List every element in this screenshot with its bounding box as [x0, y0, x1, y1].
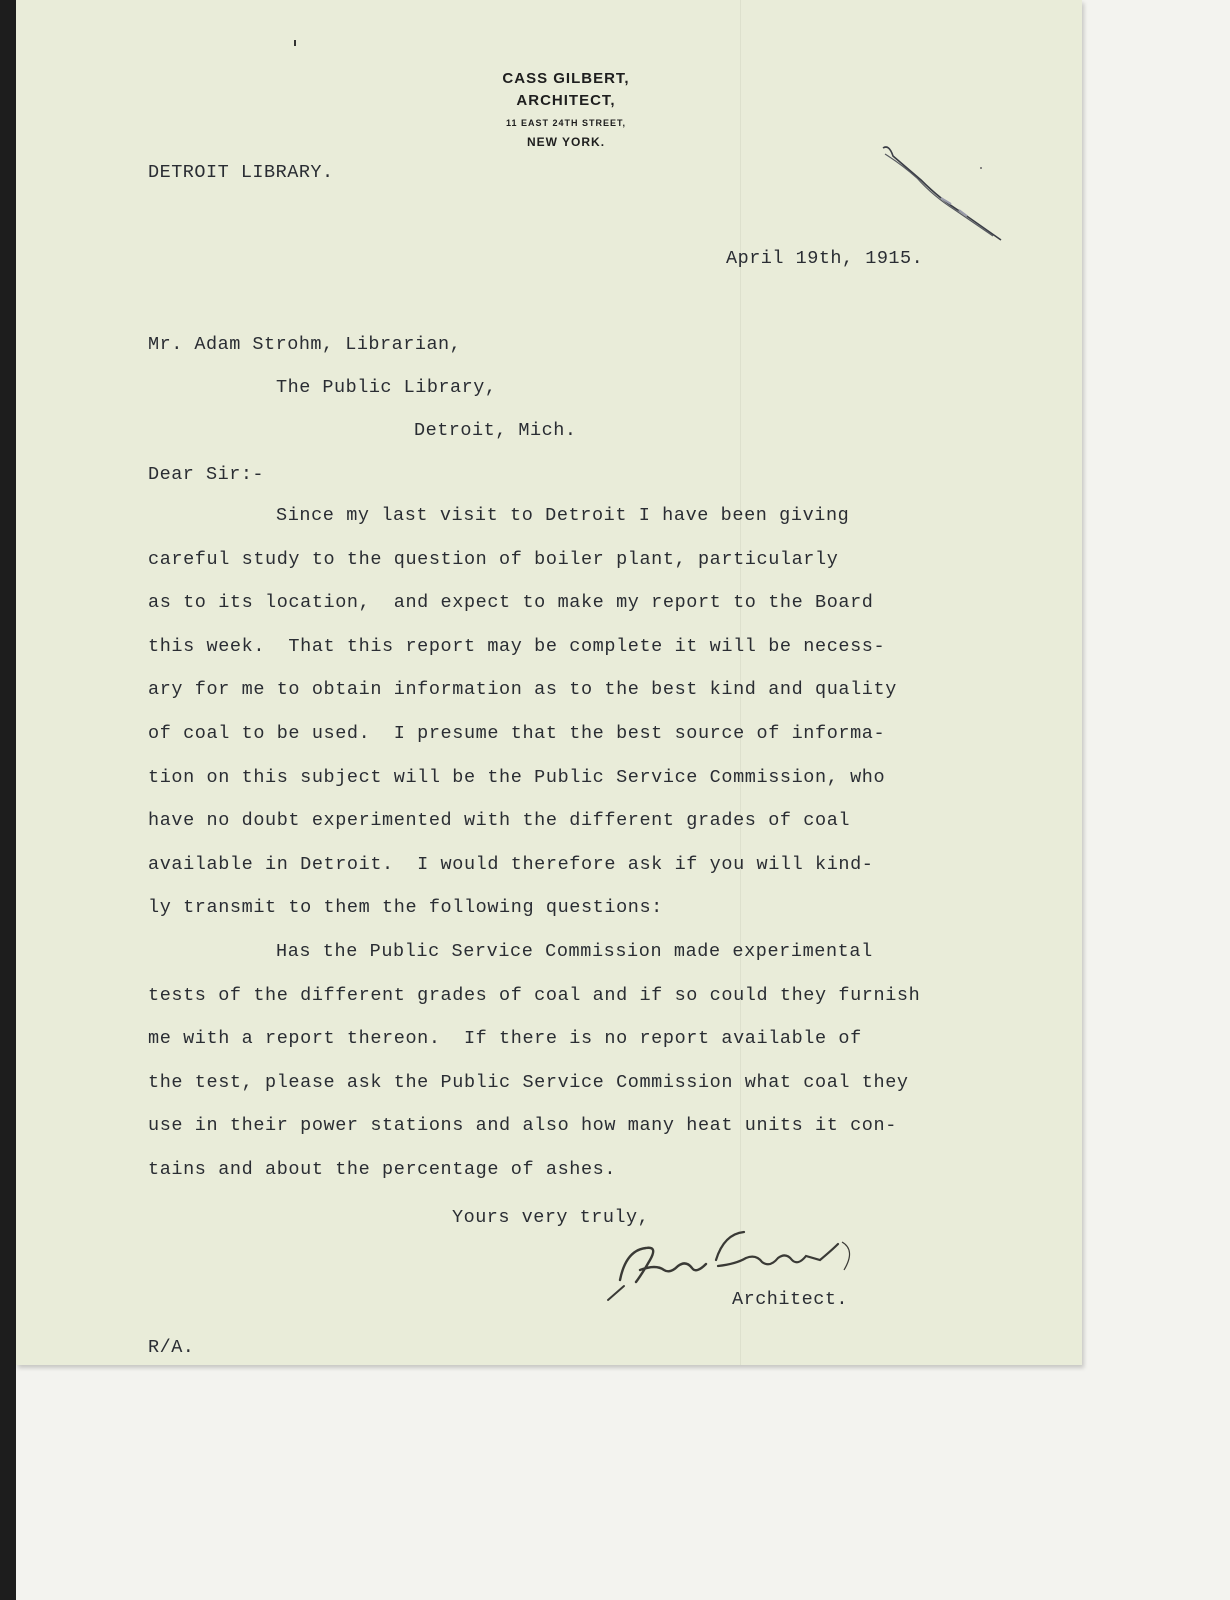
body-line: careful study to the question of boiler plant, particularly: [148, 548, 839, 570]
recipient-name: Mr. Adam Strohm, Librarian,: [148, 334, 462, 355]
letter-page: [16, 0, 1082, 1365]
body-line: Since my last visit to Detroit I have been giving: [276, 505, 850, 526]
letter-heading: DETROIT LIBRARY.: [148, 162, 334, 183]
reference-initials: R/A.: [148, 1337, 195, 1358]
salutation: Dear Sir:-: [148, 464, 265, 485]
received-stamp-mark: [881, 140, 1011, 250]
body-line: tests of the different grades of coal and if so could they furnish: [148, 984, 921, 1006]
recipient-city: Detroit, Mich.: [414, 420, 577, 441]
body-line: me with a report thereon. If there is no report available of: [148, 1028, 862, 1050]
body-line: available in Detroit. I would therefore ask if you will kind-: [148, 853, 874, 875]
closing: Yours very truly,: [452, 1207, 650, 1228]
body-line: the test, please ask the Public Service Commission what coal they: [148, 1071, 909, 1093]
body-line: have no doubt experimented with the different grades of coal: [148, 810, 851, 832]
recipient-institution: The Public Library,: [276, 377, 497, 398]
letterhead-name: CASS GILBERT,: [502, 70, 630, 87]
body-line: as to its location, and expect to make my report to the Board: [148, 592, 874, 614]
body-line: tains and about the percentage of ashes.: [148, 1158, 617, 1180]
scan-edge: [0, 0, 16, 1600]
body-line: this week. That this report may be complete it will be necess-: [148, 635, 886, 657]
letterhead-street: 11 EAST 24TH STREET,: [505, 118, 627, 128]
body-line: of coal to be used. I presume that the best source of informa-: [148, 722, 886, 744]
body-line: Has the Public Service Commission made experimental: [276, 940, 873, 962]
letter-body: [148, 505, 920, 1203]
letter-date: April 19th, 1915.: [726, 248, 924, 269]
letterhead: [416, 68, 716, 152]
ink-mark: [294, 40, 296, 46]
body-line: tion on this subject will be the Public Service Commission, who: [148, 766, 886, 788]
body-line: use in their power stations and also how many heat units it con-: [148, 1115, 897, 1137]
signatory-role: Architect.: [732, 1289, 849, 1310]
body-line: ary for me to obtain information as to the best kind and quality: [148, 679, 897, 701]
letterhead-title: ARCHITECT,: [516, 92, 616, 109]
body-line: ly transmit to them the following questions:: [148, 897, 663, 919]
letterhead-city: NEW YORK.: [526, 135, 606, 149]
